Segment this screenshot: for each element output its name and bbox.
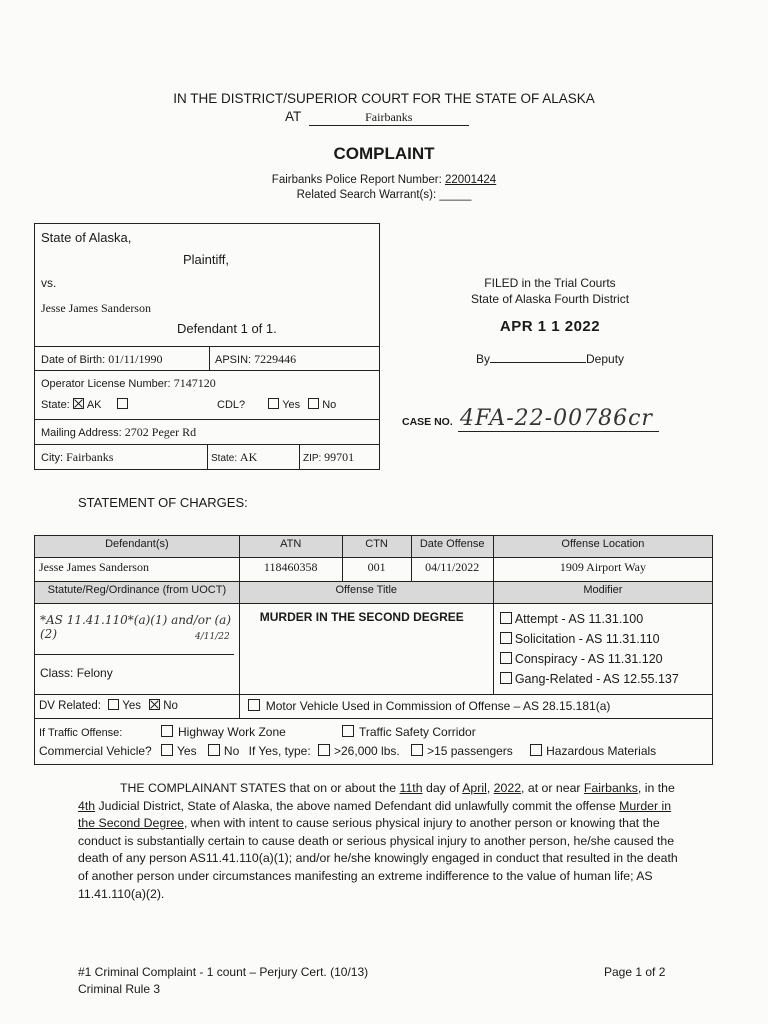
search-warrant-line: [0, 189, 768, 201]
footer-form-name: #1 Criminal Complaint - 1 count – Perjury Cert. (10/13): [78, 965, 369, 979]
footer-rule: Criminal Rule 3: [78, 982, 161, 996]
license-state-label: State:: [41, 399, 70, 411]
motor-vehicle-checkbox[interactable]: [248, 699, 260, 711]
modifier-attempt-checkbox[interactable]: [500, 612, 512, 624]
statement-year: 2022: [493, 781, 522, 795]
safety-corridor-label: Traffic Safety Corridor: [359, 725, 476, 739]
dob-label: Date of Birth:: [41, 354, 106, 366]
lbs-checkbox[interactable]: [318, 744, 330, 756]
header-offense-title: Offense Title: [239, 582, 493, 604]
traffic-line: [39, 723, 708, 742]
lbs-label: >26,000 lbs.: [334, 744, 400, 758]
report-number-label: Fairbanks Police Report Number:: [271, 174, 442, 186]
vs-label: vs.: [41, 276, 57, 290]
at-label: AT: [285, 109, 302, 124]
row-offense-location: 1909 Airport Way: [493, 558, 712, 582]
court-heading: IN THE DISTRICT/SUPERIOR COURT FOR THE STATE OF ALASKA: [173, 91, 595, 106]
court-location: [285, 109, 469, 126]
header-defendant: Defendant(s): [35, 536, 240, 558]
mailing-field: [41, 425, 196, 440]
highway-work-zone-checkbox[interactable]: [161, 725, 173, 737]
passengers-label: >15 passengers: [427, 744, 513, 758]
dv-no-checkbox[interactable]: [149, 699, 160, 710]
filed-by-label: By: [476, 352, 491, 366]
modifier-attempt[interactable]: Attempt - AS 11.31.100: [500, 609, 706, 629]
dv-yes-label: Yes: [122, 700, 141, 712]
modifier-conspiracy-checkbox[interactable]: [500, 652, 512, 664]
defendant-name: Jesse James Sanderson: [41, 301, 151, 315]
dv-related-field: [35, 695, 240, 719]
apsin-label: APSIN:: [215, 354, 252, 366]
highway-work-zone-label: Highway Work Zone: [178, 725, 286, 739]
class-field: [40, 666, 113, 680]
footer-page-number: Page 1 of 2: [604, 965, 666, 979]
dob-value: 01/11/1990: [108, 352, 163, 366]
plaintiff-label: Plaintiff,: [183, 252, 230, 267]
modifier-conspiracy[interactable]: Conspiracy - AS 11.31.120: [500, 649, 706, 669]
commercial-yes-label: Yes: [177, 744, 197, 758]
filed-line-2: State of Alaska Fourth District: [470, 292, 630, 306]
filed-date: APR 1 1 2022: [499, 318, 601, 335]
city-label: City:: [41, 452, 63, 464]
row-ctn: 001: [342, 558, 411, 582]
motor-vehicle-label: Motor Vehicle Used in Commission of Offense – AS 28.15.181(a): [265, 699, 611, 713]
state-ak-checkbox[interactable]: [73, 398, 84, 409]
filed-line-1: FILED in the Trial Courts: [484, 276, 616, 290]
table-row: [35, 558, 713, 582]
at-value: Fairbanks: [309, 110, 469, 126]
apsin-value: 7229446: [254, 352, 297, 366]
report-number: 22001424: [445, 174, 497, 186]
class-label: Class:: [40, 666, 74, 680]
city-state-value: AK: [239, 450, 258, 464]
license-value: 7147120: [173, 376, 216, 390]
statute-cell: [35, 604, 240, 695]
commercial-no-checkbox[interactable]: [208, 744, 220, 756]
state-other-checkbox[interactable]: [117, 398, 128, 409]
city-field: [41, 450, 113, 465]
apsin-field: [215, 352, 296, 367]
mailing-label: Mailing Address:: [41, 427, 122, 439]
cdl-yes-checkbox[interactable]: [268, 398, 279, 409]
statute-value: *AS 11.41.110*(a)(1) and/or (a)(2): [40, 613, 232, 641]
dob-field: [41, 352, 163, 367]
cdl-label: CDL?: [217, 399, 246, 411]
charges-heading: STATEMENT OF CHARGES:: [78, 495, 248, 510]
complainant-statement: THE COMPLAINANT STATES that on or about the 11th day of April, 2022, at or near Fairbanks, in the 4th Judicial District, State of Alaska, the above named Defendant did unlawfully commit the offense Murder in the Second Degree, when with intent to cause serious physical injury to another person or knowing that the conduct is substantially certain to cause death or serious physical injury to another person, he/she caused the death of any person AS11.41.110(a)(1); and/or he/she knowingly engaged in conduct that resulted in the death of another person under circumstances manifesting an extreme indifference to the value of human life; AS 11.41.110(a)(2).: [78, 781, 678, 901]
statement-day: 11th: [399, 781, 423, 795]
modifier-solicitation-checkbox[interactable]: [500, 632, 512, 644]
row-defendant: Jesse James Sanderson: [35, 558, 240, 582]
city-state-field: [211, 450, 257, 465]
modifier-solicitation[interactable]: Solicitation - AS 11.31.110: [500, 629, 706, 649]
modifier-gang-related[interactable]: Gang-Related - AS 12.55.137: [500, 669, 706, 689]
statement-month: April: [462, 781, 487, 795]
header-modifier: Modifier: [493, 582, 712, 604]
commercial-yes-checkbox[interactable]: [161, 744, 173, 756]
hazardous-checkbox[interactable]: [530, 744, 542, 756]
offense-title: MURDER IN THE SECOND DEGREE: [239, 604, 493, 695]
traffic-section: [35, 719, 713, 765]
if-yes-type-label: If Yes, type:: [248, 744, 311, 758]
header-date-offense: Date Offense: [411, 536, 493, 558]
report-number-line: [0, 174, 768, 186]
license-state-field: [41, 398, 131, 411]
dv-no-label: No: [163, 700, 178, 712]
statute-initials: 4/11/22: [195, 632, 230, 642]
safety-corridor-checkbox[interactable]: [342, 725, 354, 737]
row-atn: 118460358: [239, 558, 342, 582]
license-field: [41, 376, 216, 391]
header-ctn: CTN: [342, 536, 411, 558]
zip-field: [303, 450, 354, 465]
dv-label: DV Related:: [39, 700, 102, 712]
zip-value: 99701: [324, 450, 355, 464]
filed-stamp: [455, 276, 645, 335]
cdl-no-label: No: [322, 399, 337, 411]
statement-offense: Murder in the Second Degree: [78, 798, 672, 831]
filed-deputy-label: Deputy: [586, 352, 625, 366]
mailing-value: 2702 Peger Rd: [124, 425, 197, 439]
statement-district: 4th: [78, 798, 96, 813]
license-label: Operator License Number:: [41, 378, 171, 390]
header-atn: ATN: [239, 536, 342, 558]
city-state-label: State:: [211, 453, 238, 464]
commercial-label: Commercial Vehicle?: [39, 744, 152, 758]
motor-vehicle-field: [239, 695, 712, 719]
city-value: Fairbanks: [66, 450, 114, 464]
modifier-list: [493, 604, 712, 695]
row-date-offense: 04/11/2022: [411, 558, 493, 582]
filed-by-line: [476, 352, 624, 366]
state-ak-label: AK: [86, 399, 102, 411]
statement-place: Fairbanks: [583, 781, 638, 795]
modifier-gang-checkbox[interactable]: [500, 672, 512, 684]
defendant-label: Defendant 1 of 1.: [177, 321, 277, 336]
cdl-yes-label: Yes: [282, 399, 301, 411]
passengers-checkbox[interactable]: [411, 744, 423, 756]
commercial-line: [39, 742, 708, 760]
commercial-no-label: No: [223, 744, 240, 758]
hazardous-label: Hazardous Materials: [546, 744, 657, 758]
search-warrant-value: _____: [439, 189, 472, 201]
caption-box: [34, 223, 380, 470]
plaintiff-name: State of Alaska,: [41, 230, 132, 245]
cdl-field: [217, 398, 336, 411]
class-value: Felony: [76, 666, 113, 680]
dv-yes-checkbox[interactable]: [108, 699, 119, 710]
search-warrant-label: Related Search Warrant(s):: [296, 189, 437, 201]
zip-label: ZIP:: [303, 453, 322, 464]
traffic-label: If Traffic Offense:: [39, 727, 123, 739]
case-number: 4FA-22-00786cr: [458, 406, 659, 432]
header-statute: Statute/Reg/Ordinance (from UOCT): [35, 582, 240, 604]
header-offense-location: Offense Location: [493, 536, 712, 558]
page-title: COMPLAINT: [333, 144, 435, 163]
cdl-no-checkbox[interactable]: [308, 398, 319, 409]
case-no-label: CASE NO.: [402, 416, 453, 428]
charges-table: [34, 535, 713, 765]
